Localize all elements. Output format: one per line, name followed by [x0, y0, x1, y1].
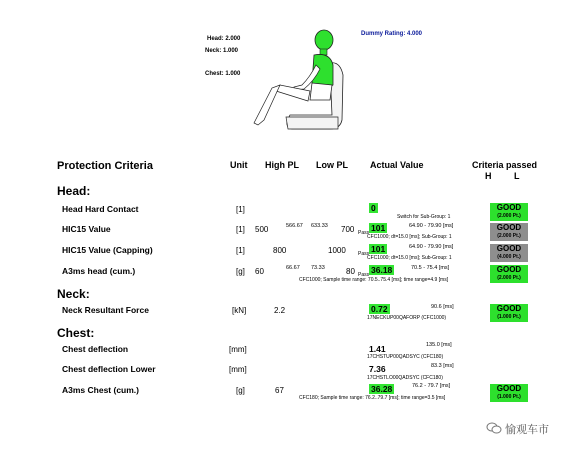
section-head: Head:: [57, 184, 91, 198]
row-note: CFC180; Sample time range: 76.2..79.7 [ms]; time range=3.5 [ms]: [299, 395, 446, 401]
row-label: HIC15 Value: [62, 224, 111, 234]
col-l: L: [514, 171, 520, 181]
row-note: 17NECKUP00QAFORP (CFC1000): [367, 315, 447, 321]
actual-value: 36.18: [371, 265, 393, 275]
row-unit: [kN]: [232, 306, 247, 315]
row-label: HIC15 Value (Capping): [62, 245, 153, 255]
wechat-logo-icon: [486, 421, 502, 435]
time-range: 83.3 [ms]: [431, 363, 454, 369]
col-unit: Unit: [230, 160, 248, 170]
section-neck: Neck:: [57, 287, 90, 301]
dummy-chest-rating: Chest: 1.000: [205, 71, 241, 77]
dummy-pelvis: [310, 83, 332, 100]
status-badge: GOOD (2.000 Pt.): [490, 203, 528, 221]
status-badge: GOOD (4.000 Pt.): [490, 244, 528, 262]
col-actual: Actual Value: [370, 160, 424, 170]
time-range: 70.5 - 75.4 [ms]: [411, 265, 450, 271]
actual-value: 101: [371, 244, 386, 254]
row-unit: [mm]: [229, 345, 247, 354]
status-badge: GOOD (1.000 Pt.): [490, 384, 528, 402]
actual-value: 7.36: [369, 364, 386, 374]
row-label: Head Hard Contact: [62, 204, 139, 214]
time-range: 90.6 [ms]: [431, 304, 454, 310]
pass-label: Pass: [358, 251, 370, 257]
watermark-text: 愉观车市: [505, 424, 549, 436]
dummy-neck-rating: Neck: 1.000: [205, 48, 239, 54]
actual-value: 0.72: [371, 304, 388, 314]
actual-value: 36.28: [371, 384, 393, 394]
dummy-seat-figure: [250, 25, 360, 137]
row-note: CFC1000; Sample time range: 70.5..75.4 [ms]; time range=4.9 [ms]: [299, 277, 449, 283]
time-range: 64.90 - 79.90 [ms]: [409, 223, 454, 229]
dummy-head: [315, 30, 333, 50]
row-label: Chest deflection: [62, 344, 129, 354]
dummy-head-rating: Head: 2.000: [207, 36, 241, 42]
time-range: 135.0 [ms]: [426, 342, 452, 348]
high-pl-value: 2.2: [274, 306, 286, 315]
actual-value: 101: [371, 223, 386, 233]
row-unit: [1]: [236, 205, 245, 214]
pass-label: Pass: [358, 230, 370, 236]
row-unit: [mm]: [229, 365, 247, 374]
col-low-pl: Low PL: [316, 160, 348, 170]
col-high-pl: High PL: [265, 160, 299, 170]
time-range: 64.90 - 79.90 [ms]: [409, 244, 454, 250]
row-label: A3ms Chest (cum.): [62, 385, 139, 395]
status-badge: GOOD (2.000 Pt.): [490, 265, 528, 283]
high-pl-value: 60: [255, 267, 264, 276]
pl-step-value: 633.33: [311, 223, 328, 229]
row-label: A3ms head (cum.): [62, 266, 136, 276]
high-pl-value: 800: [273, 246, 287, 255]
time-range: 76.2 - 79.7 [ms]: [412, 383, 451, 389]
actual-value: 1.41: [369, 344, 386, 354]
low-pl-value: 80: [346, 267, 355, 276]
pass-label: Pass: [358, 272, 370, 278]
row-unit: [1]: [236, 225, 245, 234]
status-badge: GOOD (2.000 Pt.): [490, 223, 528, 241]
col-criteria: Criteria passed: [472, 160, 538, 170]
col-h: H: [485, 171, 492, 181]
row-note: CFC1000; dt=15.0 [ms]; Sub-Group: 1: [367, 234, 452, 240]
pl-step-value: 566.67: [286, 223, 303, 229]
pl-step-value: 66.67: [286, 265, 300, 271]
row-note: 17CHSTUP00QADSYC (CFC180): [367, 354, 444, 360]
row-unit: [g]: [236, 386, 245, 395]
row-note: CFC1000; dt=15.0 [ms]; Sub-Group: 1: [367, 255, 452, 261]
row-unit: [g]: [236, 267, 245, 276]
dummy-leg: [254, 85, 280, 125]
page-title: Protection Criteria: [57, 160, 153, 172]
seat-cushion: [286, 117, 338, 129]
high-pl-value: 500: [255, 225, 269, 234]
low-pl-value: 700: [341, 225, 355, 234]
low-pl-value: 1000: [328, 246, 346, 255]
pl-step-value: 73.33: [311, 265, 325, 271]
status-badge: GOOD (1.000 Pt.): [490, 304, 528, 322]
high-pl-value: 67: [275, 386, 284, 395]
row-unit: [1]: [236, 246, 245, 255]
dummy-rating: Dummy Rating: 4.000: [361, 31, 423, 37]
actual-value: 0: [371, 203, 376, 213]
row-note: 17CHSTLO00QADSYC (CFC180): [367, 375, 443, 381]
section-chest: Chest:: [57, 326, 95, 340]
row-label: Chest deflection Lower: [62, 364, 156, 374]
row-note: Switch for Sub-Group: 1: [397, 214, 451, 220]
row-label: Neck Resultant Force: [62, 305, 149, 315]
